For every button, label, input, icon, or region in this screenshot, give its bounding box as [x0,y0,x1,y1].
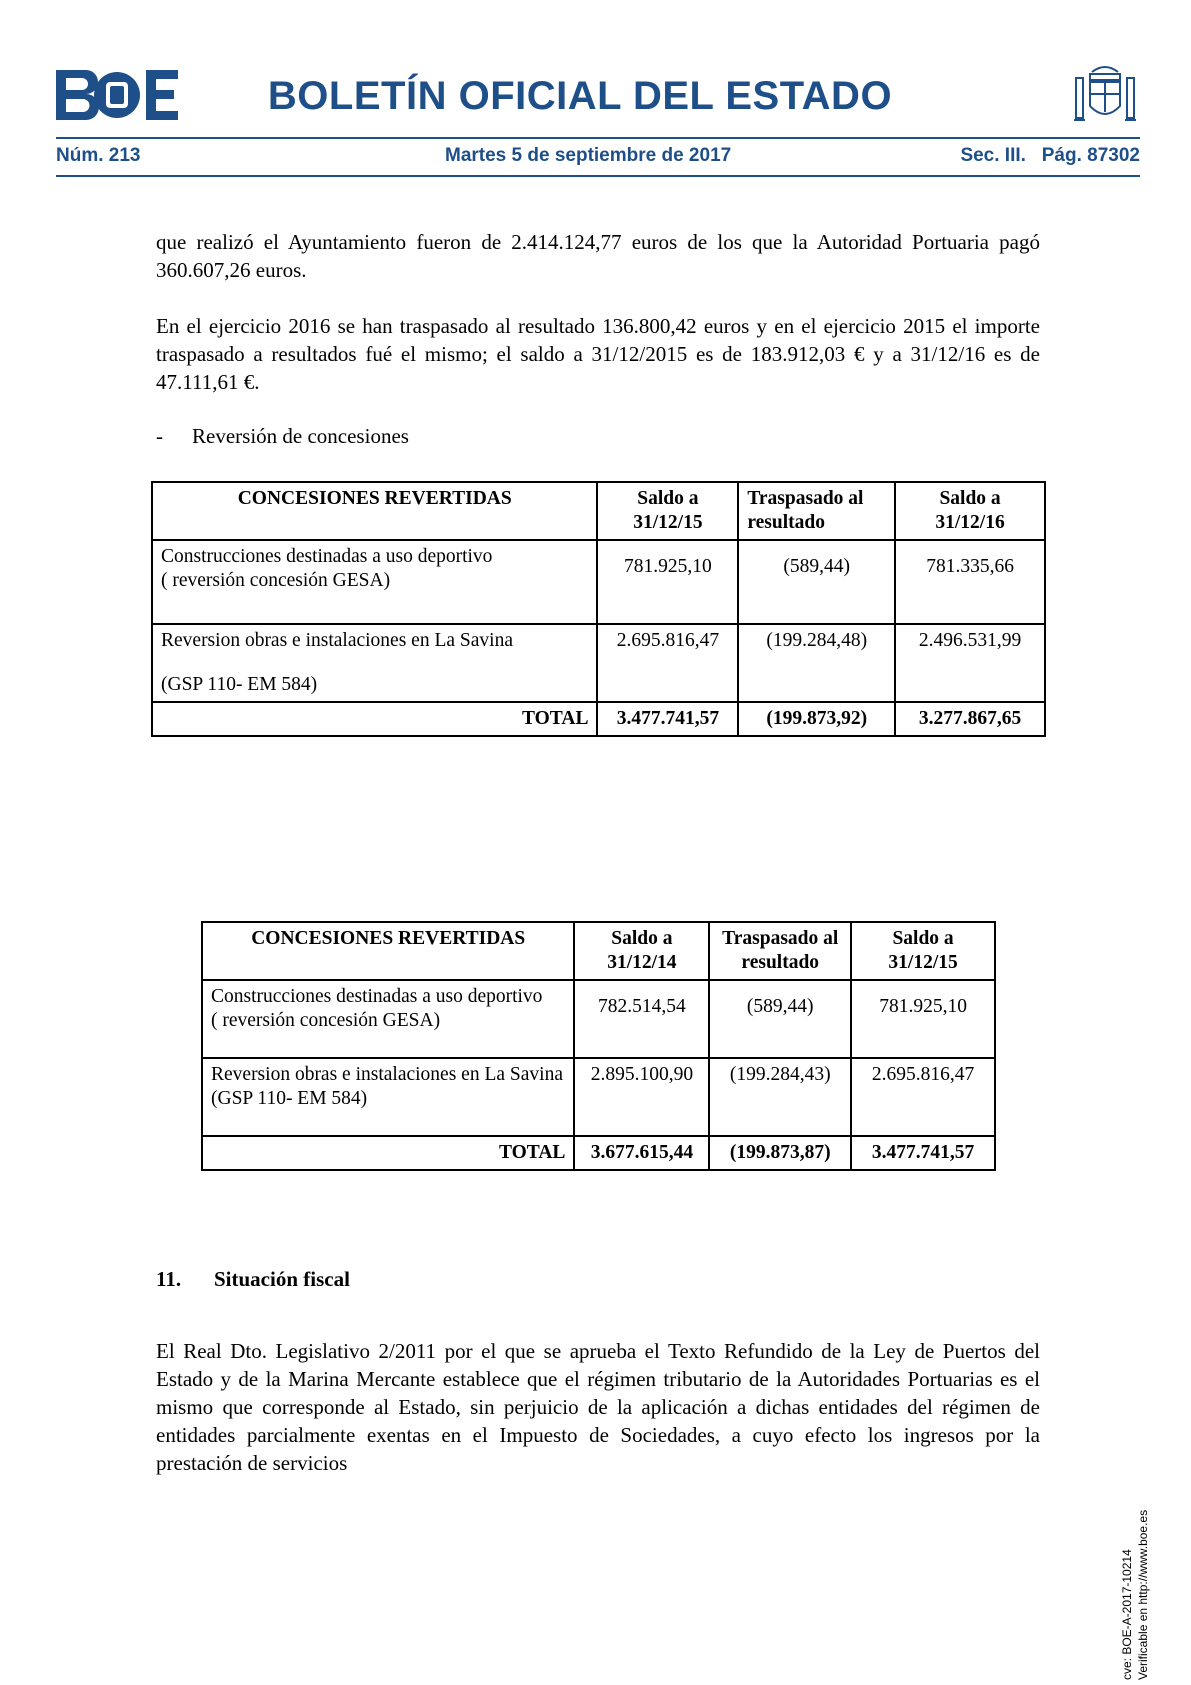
cell-value: 781.335,66 [895,540,1045,624]
total-row [202,1136,995,1170]
row-description [152,624,597,702]
table-row [152,540,1045,624]
header-cell: Saldo a 31/12/15 [851,922,995,980]
bullet-text: Reversión de concesiones [192,424,409,448]
paragraph-1: que realizó el Ayuntamiento fueron de 2.414.124,77 euros de los que la Autoridad Portuaria pagó 360.607,26 euros. [156,230,1040,282]
header-cell: Traspasado al resultado [738,482,895,540]
desc-line: Construcciones destinadas a uso deportivo [211,986,543,1007]
cell-value: 2.695.816,47 [597,624,738,702]
section-heading [156,1267,350,1292]
cell-value: 782.514,54 [574,980,709,1058]
cell-value: (199.284,48) [738,624,895,702]
row-description [152,540,597,624]
concessions-table-2015 [201,921,996,1171]
desc-line: Construcciones destinadas a uso deportivo [161,546,493,567]
total-value: (199.873,87) [709,1136,851,1170]
cell-value: 2.496.531,99 [895,624,1045,702]
desc-line: (GSP 110- EM 584) [161,674,318,695]
table-row [152,624,1045,702]
cell-value: 2.695.816,47 [851,1058,995,1136]
cell-value: (589,44) [709,980,851,1058]
cell-value: 2.895.100,90 [574,1058,709,1136]
header-cell: CONCESIONES REVERTIDAS [202,922,574,980]
table-row [202,980,995,1058]
page-title: BOLETÍN OFICIAL DEL ESTADO [267,74,893,118]
total-value: 3.477.741,57 [597,702,738,736]
desc-line: Reversion obras e instalaciones en La Savina [161,630,513,651]
cell-value: 781.925,10 [597,540,738,624]
header-cell: CONCESIONES REVERTIDAS [152,482,597,540]
total-value: (199.873,92) [738,702,895,736]
coat-of-arms-icon [1070,60,1140,130]
total-label: TOTAL [152,702,597,736]
verification-footer [1120,1509,1180,1685]
total-value: 3.677.615,44 [574,1136,709,1170]
header-rule-bottom [56,175,1140,177]
cve-code: cve: BOE-A-2017-10214 [1120,1549,1134,1680]
row-description [202,980,574,1058]
bullet-dash: - [156,424,163,448]
row-description [202,1058,574,1136]
header-cell: Saldo a 31/12/16 [895,482,1045,540]
section-title: Situación fiscal [214,1267,350,1291]
header-cell: Saldo a 31/12/15 [597,482,738,540]
desc-line: ( reversión concesión GESA) [211,1010,441,1031]
header-rule-top [56,137,1140,139]
cell-value: 781.925,10 [851,980,995,1058]
paragraph-3: El Real Dto. Legislativo 2/2011 por el que se aprueba el Texto Refundido de la Ley de Puertos del Estado y de la Marina Mercante establece que el régimen tributario de la Autoridades Portuarias es el mismo que corresponde al Estado, sin perjuicio de la aplicación a dichas entidades del régimen de entidades parcialmente exentas en el Impuesto de Sociedades, a cuyo efecto los ingresos por la prestación de servicios [156,1339,1040,1475]
desc-line: (GSP 110- EM 584) [211,1088,368,1109]
header-cell: Saldo a 31/12/14 [574,922,709,980]
total-row [152,702,1045,736]
paragraph-2: En el ejercicio 2016 se han traspasado al resultado 136.800,42 euros y en el ejercicio 2015 el importe traspasado a resultados fué el mismo; el saldo a 31/12/2015 es de 183.912,03 € y a 31/12/16 es de 47.111,61 €. [156,314,1040,394]
desc-line: Reversion obras e instalaciones en La Savina [211,1064,563,1085]
table-row [202,1058,995,1136]
total-label: TOTAL [202,1136,574,1170]
verify-link[interactable]: Verificable en http://www.boe.es [1136,1509,1150,1680]
boe-logo [56,70,178,120]
cell-value: (199.284,43) [709,1058,851,1136]
section-number: 11. [156,1267,182,1291]
section-page: Sec. III. Pág. 87302 [960,145,1140,166]
issue-number: Núm. 213 [56,145,141,166]
bullet-item [156,424,409,449]
concessions-table-2016 [151,481,1046,737]
cell-value: (589,44) [738,540,895,624]
total-value: 3.277.867,65 [895,702,1045,736]
total-value: 3.477.741,57 [851,1136,995,1170]
issue-date: Martes 5 de septiembre de 2017 [445,145,732,166]
header-cell: Traspasado al resultado [709,922,851,980]
desc-line: ( reversión concesión GESA) [161,570,391,591]
